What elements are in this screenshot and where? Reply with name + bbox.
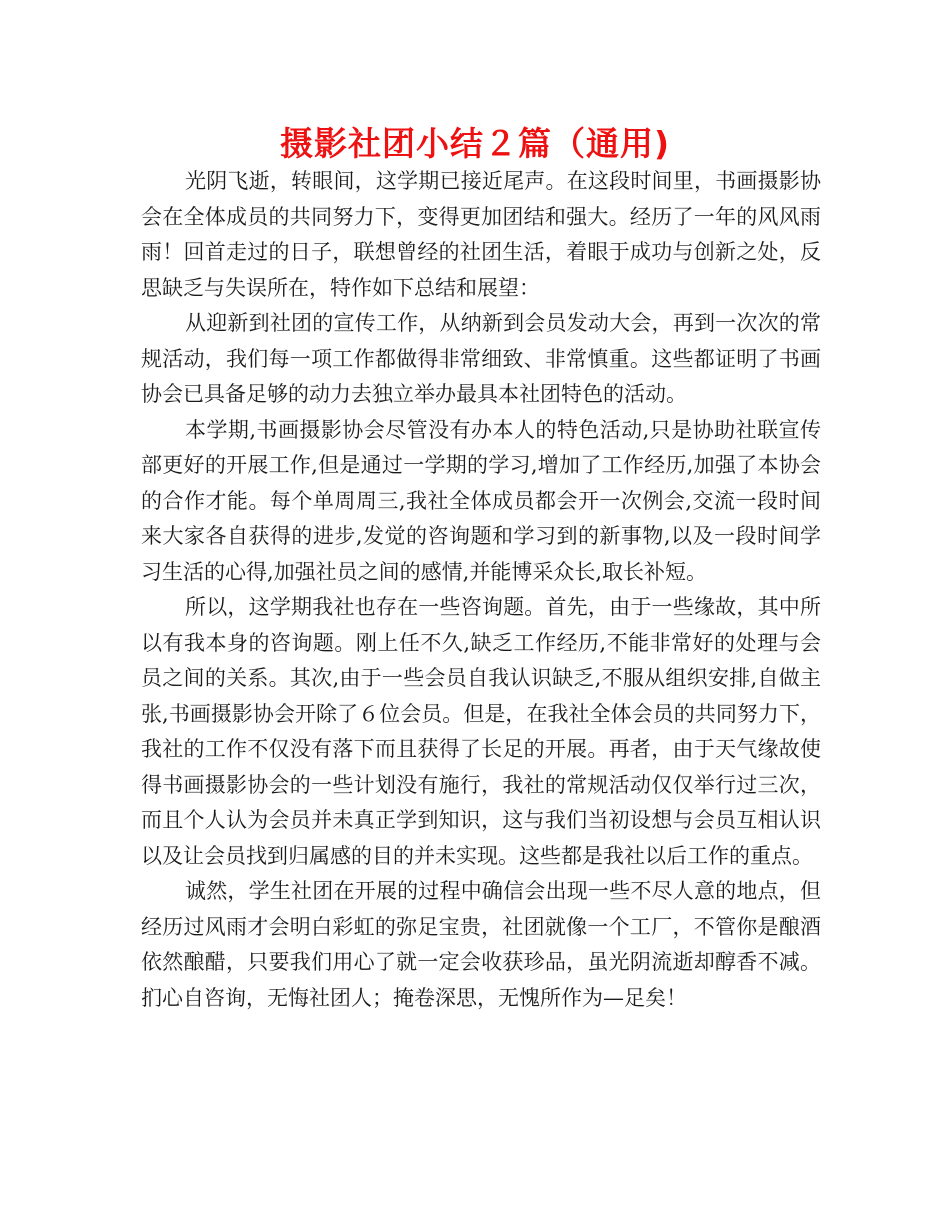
document-body bbox=[141, 164, 821, 1016]
paragraph-4: 所以，这学期我社也存在一些咨询题。首先，由于一些缘故，其中所以有我本身的咨询题。刚上任不久,缺乏工作经历,不能非常好的处理与会员之间的关系。其次,由于一些会员自我认识缺乏,不服从组织安排,自做主张,书画摄影协会开除了６位会员。但是，在我社全体会员的共同努力下，我社的工作不仅没有落下而且获得了长足的开展。再者，由于天气缘故使得书画摄影协会的一些计划没有施行，我社的常规活动仅仅举行过三次，而且个人认为会员并未真正学到知识，这与我们当初设想与会员互相认识以及让会员找到归属感的目的并未实现。这些都是我社以后工作的重点。 bbox=[141, 595, 821, 868]
document-title: 摄影社团小结２篇（通用) bbox=[279, 124, 671, 163]
paragraph-5: 诚然，学生社团在开展的过程中确信会出现一些不尽人意的地点，但经历过风雨才会明白彩虹的弥足宝贵，社团就像一个工厂，不管你是酿酒依然酿醋，只要我们用心了就一定会收获珍品，虽光阴流逝却醇香不减。扪心自咨询，无悔社团人；掩卷深思，无愧所作为—足矣！ bbox=[141, 879, 821, 1010]
paragraph-3: 本学期,书画摄影协会尽管没有办本人的特色活动,只是协助社联宣传部更好的开展工作,但是通过一学期的学习,增加了工作经历,加强了本协会的合作才能。每个单周周三,我社全体成员都会开一次例会,交流一段时间来大家各自获得的进步,发觉的咨询题和学习到的新事物,以及一段时间学习生活的心得,加强社员之间的感情,并能博采众长,取长补短。 bbox=[141, 417, 821, 584]
paragraph-1: 光阴飞逝，转眼间，这学期已接近尾声。在这段时间里，书画摄影协会在全体成员的共同努力下，变得更加团结和强大。经历了一年的风风雨雨！回首走过的日子，联想曾经的社团生活，着眼于成功与创新之处，反思缺乏与失误所在，特作如下总结和展望： bbox=[141, 169, 821, 300]
paragraph-2: 从迎新到社团的宣传工作，从纳新到会员发动大会，再到一次次的常规活动，我们每一项工作都做得非常细致、非常慎重。这些都证明了书画协会已具备足够的动力去独立举办最具本社团特色的活动。 bbox=[141, 311, 821, 406]
